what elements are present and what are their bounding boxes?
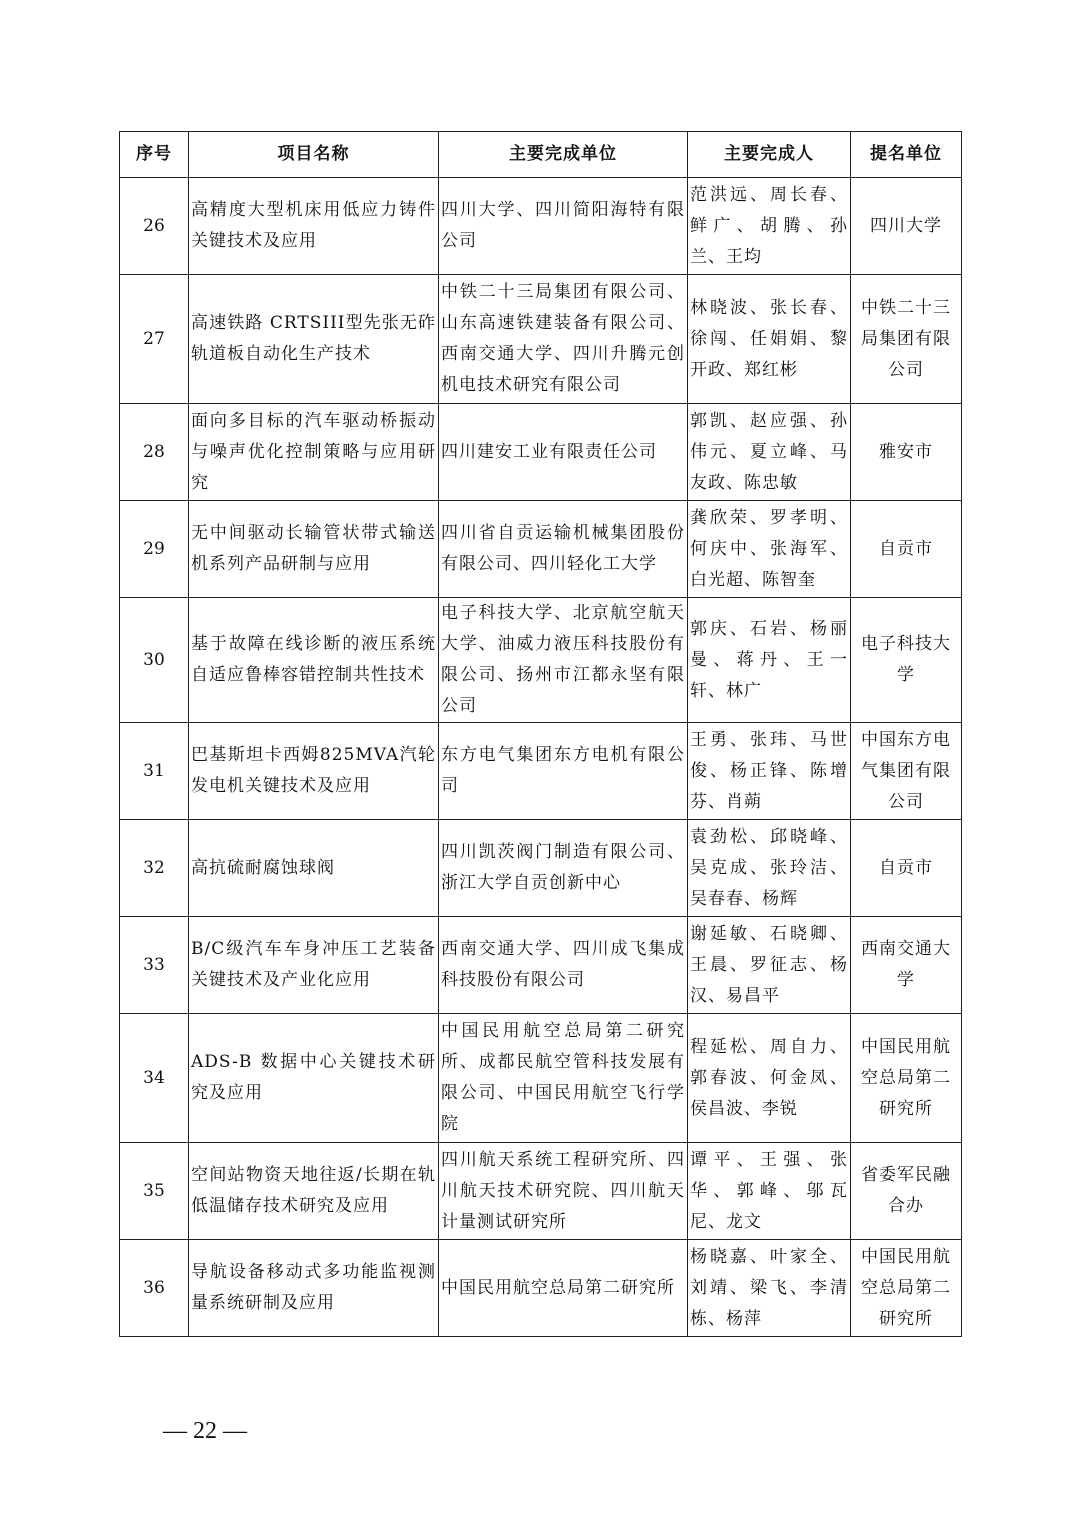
cell-project-name: 空间站物资天地往返/长期在轨低温储存技术研究及应用 bbox=[189, 1143, 439, 1240]
cell-nominator: 中铁二十三局集团有限公司 bbox=[851, 275, 962, 404]
cell-nominator: 省委军民融合办 bbox=[851, 1143, 962, 1240]
cell-nominator: 雅安市 bbox=[851, 404, 962, 501]
cell-no: 26 bbox=[120, 178, 189, 275]
cell-project-name: 高抗硫耐腐蚀球阀 bbox=[189, 820, 439, 917]
cell-unit: 四川航天系统工程研究所、四川航天技术研究院、四川航天计量测试研究所 bbox=[439, 1143, 688, 1240]
table-row bbox=[120, 275, 962, 404]
cell-project-name: 导航设备移动式多功能监视测量系统研制及应用 bbox=[189, 1240, 439, 1337]
cell-no: 31 bbox=[120, 723, 189, 820]
cell-people: 郭凯、赵应强、孙伟元、夏立峰、马友政、陈忠敏 bbox=[688, 404, 851, 501]
cell-nominator: 自贡市 bbox=[851, 501, 962, 598]
table-row bbox=[120, 404, 962, 501]
table-row bbox=[120, 1014, 962, 1143]
table-row bbox=[120, 1240, 962, 1337]
cell-people: 范洪远、周长春、鲜广、胡腾、孙兰、王均 bbox=[688, 178, 851, 275]
cell-no: 27 bbox=[120, 275, 189, 404]
cell-nominator: 中国民用航空总局第二研究所 bbox=[851, 1014, 962, 1143]
table-row bbox=[120, 723, 962, 820]
table-row bbox=[120, 501, 962, 598]
cell-no: 30 bbox=[120, 598, 189, 723]
cell-people: 程延松、周自力、郭春波、何金凤、侯昌波、李锐 bbox=[688, 1014, 851, 1143]
project-table bbox=[119, 131, 962, 1337]
cell-nominator: 西南交通大学 bbox=[851, 917, 962, 1014]
cell-people: 谭平、王强、张华、郭峰、邬瓦尼、龙文 bbox=[688, 1143, 851, 1240]
cell-people: 杨晓嘉、叶家全、刘靖、梁飞、李清栋、杨萍 bbox=[688, 1240, 851, 1337]
cell-project-name: 面向多目标的汽车驱动桥振动与噪声优化控制策略与应用研究 bbox=[189, 404, 439, 501]
table-row bbox=[120, 820, 962, 917]
cell-unit: 中国民用航空总局第二研究所 bbox=[439, 1240, 688, 1337]
table-row bbox=[120, 178, 962, 275]
cell-project-name: 基于故障在线诊断的液压系统自适应鲁棒容错控制共性技术 bbox=[189, 598, 439, 723]
page-number: — 22 — bbox=[163, 1418, 247, 1444]
cell-people: 龚欣荣、罗孝明、何庆中、张海军、白光超、陈智奎 bbox=[688, 501, 851, 598]
cell-no: 29 bbox=[120, 501, 189, 598]
header-unit: 主要完成单位 bbox=[439, 132, 688, 178]
cell-unit: 四川大学、四川简阳海特有限公司 bbox=[439, 178, 688, 275]
header-nominator: 提名单位 bbox=[851, 132, 962, 178]
cell-unit: 中国民用航空总局第二研究所、成都民航空管科技发展有限公司、中国民用航空飞行学院 bbox=[439, 1014, 688, 1143]
cell-no: 28 bbox=[120, 404, 189, 501]
cell-people: 袁劲松、邱晓峰、吴克成、张玲洁、吴春春、杨辉 bbox=[688, 820, 851, 917]
cell-nominator: 中国东方电气集团有限公司 bbox=[851, 723, 962, 820]
table-header-row bbox=[120, 132, 962, 178]
cell-people: 王勇、张玮、马世俊、杨正锋、陈增芬、肖蒴 bbox=[688, 723, 851, 820]
header-people: 主要完成人 bbox=[688, 132, 851, 178]
cell-project-name: ADS-B 数据中心关键技术研究及应用 bbox=[189, 1014, 439, 1143]
header-project-name: 项目名称 bbox=[189, 132, 439, 178]
cell-unit: 四川建安工业有限责任公司 bbox=[439, 404, 688, 501]
cell-no: 32 bbox=[120, 820, 189, 917]
cell-no: 35 bbox=[120, 1143, 189, 1240]
cell-unit: 电子科技大学、北京航空航天大学、油威力液压科技股份有限公司、扬州市江都永坚有限公司 bbox=[439, 598, 688, 723]
cell-nominator: 电子科技大学 bbox=[851, 598, 962, 723]
table-row bbox=[120, 917, 962, 1014]
cell-unit: 中铁二十三局集团有限公司、山东高速铁建装备有限公司、西南交通大学、四川升腾元创机电技术研究有限公司 bbox=[439, 275, 688, 404]
cell-people: 谢延敏、石晓卿、王晨、罗征志、杨汉、易昌平 bbox=[688, 917, 851, 1014]
cell-nominator: 中国民用航空总局第二研究所 bbox=[851, 1240, 962, 1337]
cell-unit: 四川省自贡运输机械集团股份有限公司、四川轻化工大学 bbox=[439, 501, 688, 598]
cell-people: 林晓波、张长春、徐闯、任娟娟、黎开政、郑红彬 bbox=[688, 275, 851, 404]
table-row bbox=[120, 598, 962, 723]
cell-project-name: 巴基斯坦卡西姆825MVA汽轮发电机关键技术及应用 bbox=[189, 723, 439, 820]
cell-nominator: 四川大学 bbox=[851, 178, 962, 275]
cell-no: 33 bbox=[120, 917, 189, 1014]
cell-unit: 西南交通大学、四川成飞集成科技股份有限公司 bbox=[439, 917, 688, 1014]
table-row bbox=[120, 1143, 962, 1240]
cell-people: 郭庆、石岩、杨丽曼、蒋丹、王一轩、林广 bbox=[688, 598, 851, 723]
cell-project-name: B/C级汽车车身冲压工艺装备关键技术及产业化应用 bbox=[189, 917, 439, 1014]
cell-nominator: 自贡市 bbox=[851, 820, 962, 917]
header-no: 序号 bbox=[120, 132, 189, 178]
cell-unit: 东方电气集团东方电机有限公司 bbox=[439, 723, 688, 820]
cell-project-name: 高速铁路 CRTSIII型先张无砟轨道板自动化生产技术 bbox=[189, 275, 439, 404]
cell-unit: 四川凯茨阀门制造有限公司、浙江大学自贡创新中心 bbox=[439, 820, 688, 917]
cell-project-name: 无中间驱动长输管状带式输送机系列产品研制与应用 bbox=[189, 501, 439, 598]
cell-no: 36 bbox=[120, 1240, 189, 1337]
cell-no: 34 bbox=[120, 1014, 189, 1143]
cell-project-name: 高精度大型机床用低应力铸件关键技术及应用 bbox=[189, 178, 439, 275]
